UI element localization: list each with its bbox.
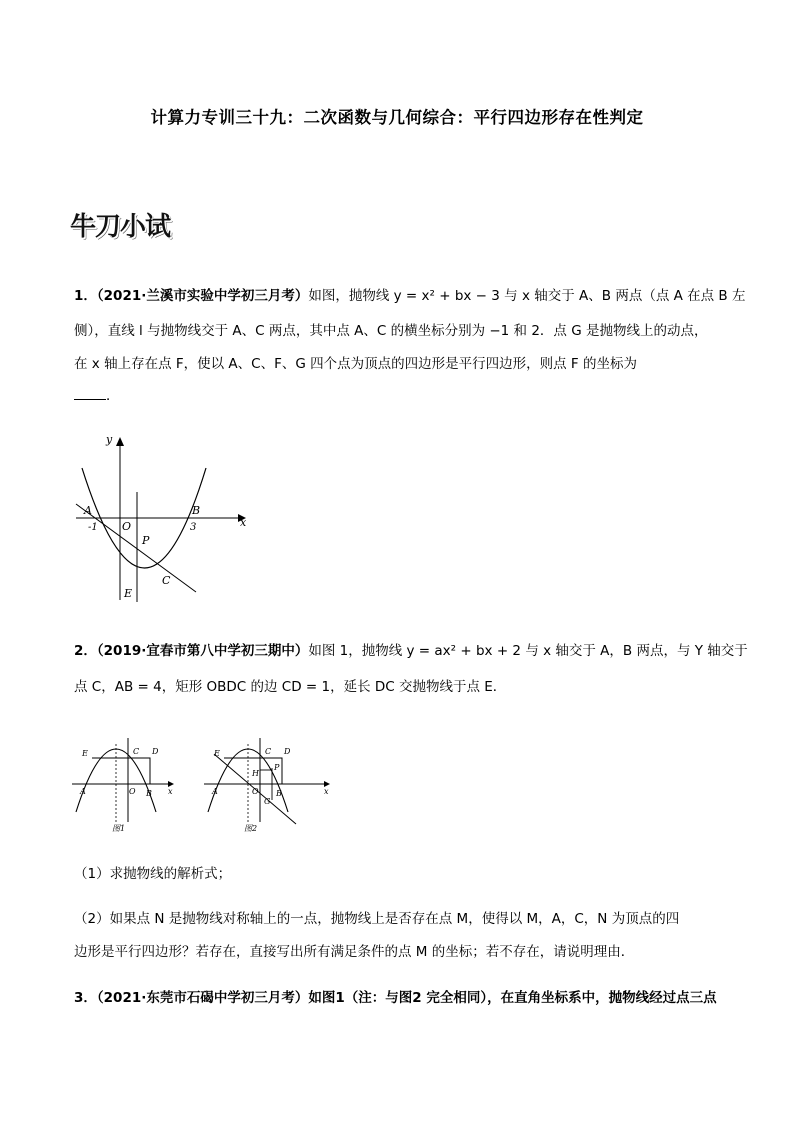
fig1-rectangle xyxy=(92,758,150,784)
fig2-label-g: G xyxy=(264,797,271,806)
problem-2-number: 2． xyxy=(74,643,97,659)
label-b: B xyxy=(192,504,201,517)
fig2-label-b: B xyxy=(276,789,282,798)
problem-1-line-4 xyxy=(74,386,724,406)
problem-1-text-4: ． xyxy=(106,388,120,404)
fig2-label-c: C xyxy=(265,747,272,756)
y-axis-arrow xyxy=(116,437,124,446)
label-y: y xyxy=(106,433,113,446)
problem-2-source: （2019·宜春市第八中学初三期中） xyxy=(96,643,309,659)
fig2-label-d: D xyxy=(284,747,291,756)
problem-2-sub-2-line-2: 边形是平行四边形？若存在，直接写出所有满足条件的点 M 的坐标；若不存在，请说明理由． xyxy=(74,944,635,960)
problem-2-line-2: 点 C，AB = 4，矩形 OBDC 的边 CD = 1，延长 DC 交抛物线于点 E． xyxy=(74,679,507,695)
problem-1-line-3: 在 x 轴上存在点 F，使以 A、C、F、G 四个点为顶点的四边形是平行四边形，则点 F 的坐标为 xyxy=(74,356,637,372)
fig1-label-x: x xyxy=(168,787,173,796)
problem-1-line-2: 侧），直线 l 与抛物线交于 A、C 两点，其中点 A、C 的横坐标分别为 −1 和 2．点 G 是抛物线上的动点， xyxy=(74,323,708,339)
problem-2-text-1: 如图 1，抛物线 y = ax² + bx + 2 与 x 轴交于 A，B 两点，与 Y 轴交于 xyxy=(308,643,748,659)
fig1-label-a: A xyxy=(80,787,86,796)
fig1-label-e: E xyxy=(82,749,88,758)
answer-blank[interactable] xyxy=(74,387,106,400)
problem-3-line-1 xyxy=(74,988,724,1008)
section-badge: 牛刀小试 xyxy=(70,212,171,242)
fig2-label-e: E xyxy=(214,749,220,758)
label-three: 3 xyxy=(190,522,197,533)
fig2-label-p: P xyxy=(274,763,280,772)
problem-3-number: 3． xyxy=(74,990,97,1006)
fig2-label-o: O xyxy=(252,787,259,796)
problem-2-sub-2-line-1: （2）如果点 N 是抛物线对称轴上的一点，抛物线上是否存在点 M，使得以 M，A，C，N 为顶点的四 xyxy=(74,911,680,927)
problem-2-line-1 xyxy=(74,641,748,661)
label-o: O xyxy=(122,520,132,533)
fig1-label-o: O xyxy=(129,787,136,796)
problem-2-sub-1: （1）求抛物线的解析式； xyxy=(74,866,232,882)
fig1-label-b: B xyxy=(146,789,152,798)
fig1-label-d: D xyxy=(152,747,159,756)
problem-1-source: （2021·兰溪市实验中学初三月考） xyxy=(96,288,309,304)
label-c: C xyxy=(162,574,171,587)
label-p: P xyxy=(142,534,150,547)
fig2-label-a: A xyxy=(212,787,218,796)
problem-3-text-1: 如图1（注：与图2 完全相同），在直角坐标系中，抛物线经过点三点 xyxy=(308,990,717,1006)
page-title: 计算力专训三十九：二次函数与几何综合：平行四边形存在性判定 xyxy=(150,108,644,127)
fig1-label-c: C xyxy=(133,747,140,756)
problem-2-figure-2 xyxy=(200,734,340,834)
label-a: A xyxy=(84,504,92,517)
label-x: x xyxy=(240,516,247,529)
problem-1-text-1: 如图，抛物线 y = x² + bx − 3 与 x 轴交于 A、B 两点（点 A 在点 B 左 xyxy=(308,288,746,304)
problem-1-number: 1． xyxy=(74,288,97,304)
fig2-label-x: x xyxy=(324,787,329,796)
fig2-label-h: H xyxy=(252,769,259,778)
fig2-caption: 图2 xyxy=(244,824,258,833)
label-minus1: -1 xyxy=(88,522,98,533)
problem-1-figure xyxy=(70,432,250,604)
line-l xyxy=(76,504,196,592)
problem-1-line-1 xyxy=(74,286,746,306)
label-e: E xyxy=(124,587,133,600)
fig1-caption: 图1 xyxy=(112,824,126,833)
problem-3-source: （2021·东莞市石碣中学初三月考） xyxy=(96,990,309,1006)
problem-2-figure-1 xyxy=(68,734,180,834)
